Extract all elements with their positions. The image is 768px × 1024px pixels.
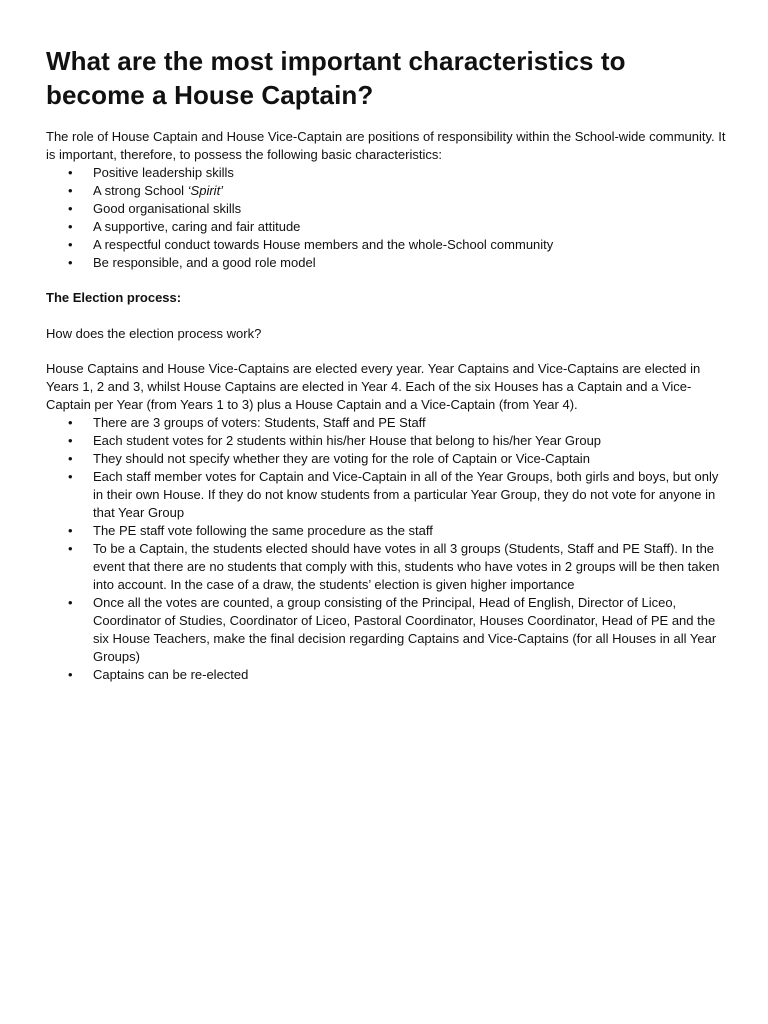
- bullet-icon: •: [68, 237, 73, 252]
- bullet-icon: •: [68, 165, 73, 180]
- bullet-icon: •: [68, 667, 73, 682]
- list-item-text: Positive leadership skills: [93, 165, 234, 180]
- list-item: [46, 522, 726, 540]
- list-item-text: A supportive, caring and fair attitude: [93, 219, 301, 234]
- list-item-text: Once all the votes are counted, a group consisting of the Principal, Head of English, Director of Liceo, Coordinator of Studies, Coordinator of Liceo, Pastoral Coordinator, Houses Coordinator, Head of PE and the six House Teachers, make the final decision regarding Captains and Vice-Captains (for all Houses in all Year Groups): [93, 595, 717, 664]
- list-item: [46, 468, 726, 522]
- list-item: [46, 594, 726, 666]
- list-item-text: Captains can be re-elected: [93, 667, 249, 682]
- bullet-icon: •: [68, 469, 73, 484]
- list-item: [46, 666, 726, 684]
- list-item: [46, 432, 726, 450]
- list-item: [46, 182, 726, 200]
- list-item: [46, 540, 726, 594]
- bullet-icon: •: [68, 523, 73, 538]
- list-item-italic-text: ‘Spirit’: [187, 183, 224, 198]
- intro-paragraph: The role of House Captain and House Vice-Captain are positions of responsibility within the School-wide community. It is important, therefore, to possess the following basic characteristics:: [46, 129, 726, 162]
- list-item: [46, 414, 726, 432]
- list-item-text: There are 3 groups of voters: Students, Staff and PE Staff: [93, 415, 426, 430]
- list-item: [46, 254, 726, 272]
- list-item-text: Each student votes for 2 students within his/her House that belong to his/her Year Group: [93, 433, 602, 448]
- election-question: How does the election process work?: [46, 326, 262, 341]
- list-item-text: They should not specify whether they are voting for the role of Captain or Vice-Captain: [93, 451, 590, 466]
- list-item-text: To be a Captain, the students elected should have votes in all 3 groups (Students, Staff and PE Staff). In the event that there are no students that comply with this, students who have votes in 2 groups will be then taken into account. In the case of a draw, the students’ election is given higher importance: [93, 541, 720, 592]
- list-item: [46, 164, 726, 182]
- list-item-text: Be responsible, and a good role model: [93, 255, 316, 270]
- list-item-text: A respectful conduct towards House members and the whole-School community: [93, 237, 554, 252]
- bullet-icon: •: [68, 183, 73, 198]
- document-page: [46, 44, 726, 684]
- document-title: What are the most important characteristics to become a House Captain?: [46, 46, 626, 110]
- list-item: [46, 450, 726, 468]
- bullet-icon: •: [68, 595, 73, 610]
- list-item-text: A strong School: [93, 183, 188, 198]
- bullet-icon: •: [68, 415, 73, 430]
- election-paragraph: House Captains and House Vice-Captains are elected every year. Year Captains and Vice-Captains are elected in Years 1, 2 and 3, whilst House Captains are elected in Year 4. Each of the six Houses has a Captain and a Vice-Captain per Year (from Years 1 to 3) plus a House Captain and a Vice-Captain (from Year 4).: [46, 361, 701, 412]
- characteristics-list: [46, 164, 726, 272]
- bullet-icon: •: [68, 255, 73, 270]
- election-heading: The Election process:: [46, 290, 182, 305]
- bullet-icon: •: [68, 201, 73, 216]
- bullet-icon: •: [68, 451, 73, 466]
- bullet-icon: •: [68, 219, 73, 234]
- list-item: [46, 218, 726, 236]
- list-item-text: Each staff member votes for Captain and Vice-Captain in all of the Year Groups, both girls and boys, but only in their own House. If they do not know students from a particular Year Group, they do not vote for anyone in that Year Group: [93, 469, 719, 520]
- election-rules-list: [46, 414, 726, 684]
- list-item-text: Good organisational skills: [93, 201, 242, 216]
- list-item-text: The PE staff vote following the same procedure as the staff: [93, 523, 433, 538]
- bullet-icon: •: [68, 433, 73, 448]
- bullet-icon: •: [68, 541, 73, 556]
- list-item: [46, 236, 726, 254]
- list-item: [46, 200, 726, 218]
